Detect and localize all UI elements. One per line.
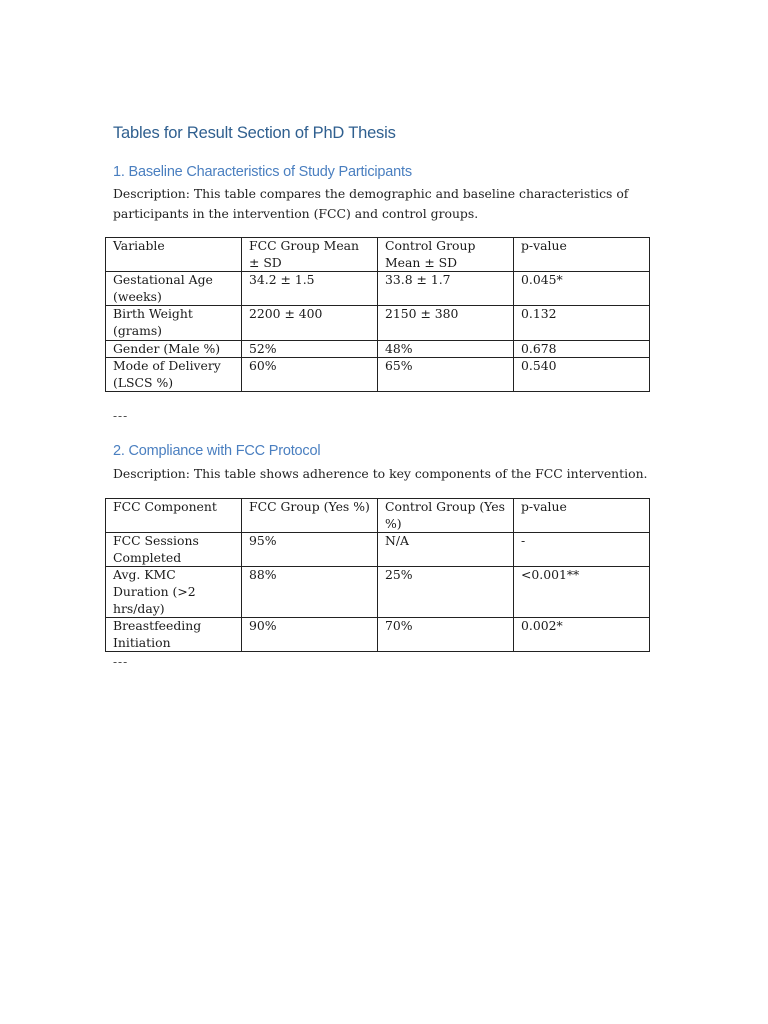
- table-cell: 0.002*: [514, 618, 650, 652]
- table-row: [106, 340, 650, 358]
- header-cell: Control Group (Yes %): [378, 499, 514, 533]
- section-1-description: Description: This table compares the demographic and baseline characteristics of participants in the intervention (FCC) and control groups.: [113, 186, 629, 221]
- table-cell: 0.540: [514, 358, 650, 392]
- table-cell: 0.678: [514, 340, 650, 358]
- table-header-row: [106, 499, 650, 533]
- section-2-heading: 2. Compliance with FCC Protocol: [113, 443, 321, 459]
- table-cell: Gestational Age (weeks): [106, 272, 242, 306]
- header-cell: FCC Component: [106, 499, 242, 533]
- section-separator: ---: [113, 655, 129, 669]
- table-row: [106, 306, 650, 340]
- table-cell: 2150 ± 380: [378, 306, 514, 340]
- table-row: [106, 272, 650, 306]
- section-1-heading: 1. Baseline Characteristics of Study Participants: [113, 164, 412, 180]
- table-header-row: [106, 238, 650, 272]
- table-cell: -: [514, 533, 650, 567]
- table-cell: 2200 ± 400: [242, 306, 378, 340]
- header-cell: Variable: [106, 238, 242, 272]
- table-cell: Avg. KMC Duration (>2 hrs/day): [106, 567, 242, 618]
- header-cell: FCC Group (Yes %): [242, 499, 378, 533]
- table-cell: N/A: [378, 533, 514, 567]
- table-row: [106, 358, 650, 392]
- section-separator: ---: [113, 409, 129, 423]
- table-cell: 0.132: [514, 306, 650, 340]
- baseline-characteristics-table: [105, 237, 650, 392]
- fcc-compliance-table: [105, 498, 650, 652]
- table-cell: Mode of Delivery (LSCS %): [106, 358, 242, 392]
- table-cell: FCC Sessions Completed: [106, 533, 242, 567]
- document-title: Tables for Result Section of PhD Thesis: [113, 124, 396, 142]
- table-cell: 90%: [242, 618, 378, 652]
- table-cell: 25%: [378, 567, 514, 618]
- table-cell: 52%: [242, 340, 378, 358]
- table-cell: 48%: [378, 340, 514, 358]
- table-row: [106, 618, 650, 652]
- header-cell: Control Group Mean ± SD: [378, 238, 514, 272]
- table-cell: 33.8 ± 1.7: [378, 272, 514, 306]
- header-cell: p-value: [514, 499, 650, 533]
- table-row: [106, 567, 650, 618]
- header-cell: p-value: [514, 238, 650, 272]
- table-cell: 34.2 ± 1.5: [242, 272, 378, 306]
- table-row: [106, 533, 650, 567]
- table-cell: 70%: [378, 618, 514, 652]
- table-cell: Gender (Male %): [106, 340, 242, 358]
- table-cell: Breastfeeding Initiation: [106, 618, 242, 652]
- table-cell: 65%: [378, 358, 514, 392]
- section-2-description: Description: This table shows adherence to key components of the FCC intervention.: [113, 466, 648, 481]
- table-cell: Birth Weight (grams): [106, 306, 242, 340]
- table-cell: 88%: [242, 567, 378, 618]
- table-cell: 95%: [242, 533, 378, 567]
- table-cell: <0.001**: [514, 567, 650, 618]
- table-cell: 60%: [242, 358, 378, 392]
- header-cell: FCC Group Mean ± SD: [242, 238, 378, 272]
- table-cell: 0.045*: [514, 272, 650, 306]
